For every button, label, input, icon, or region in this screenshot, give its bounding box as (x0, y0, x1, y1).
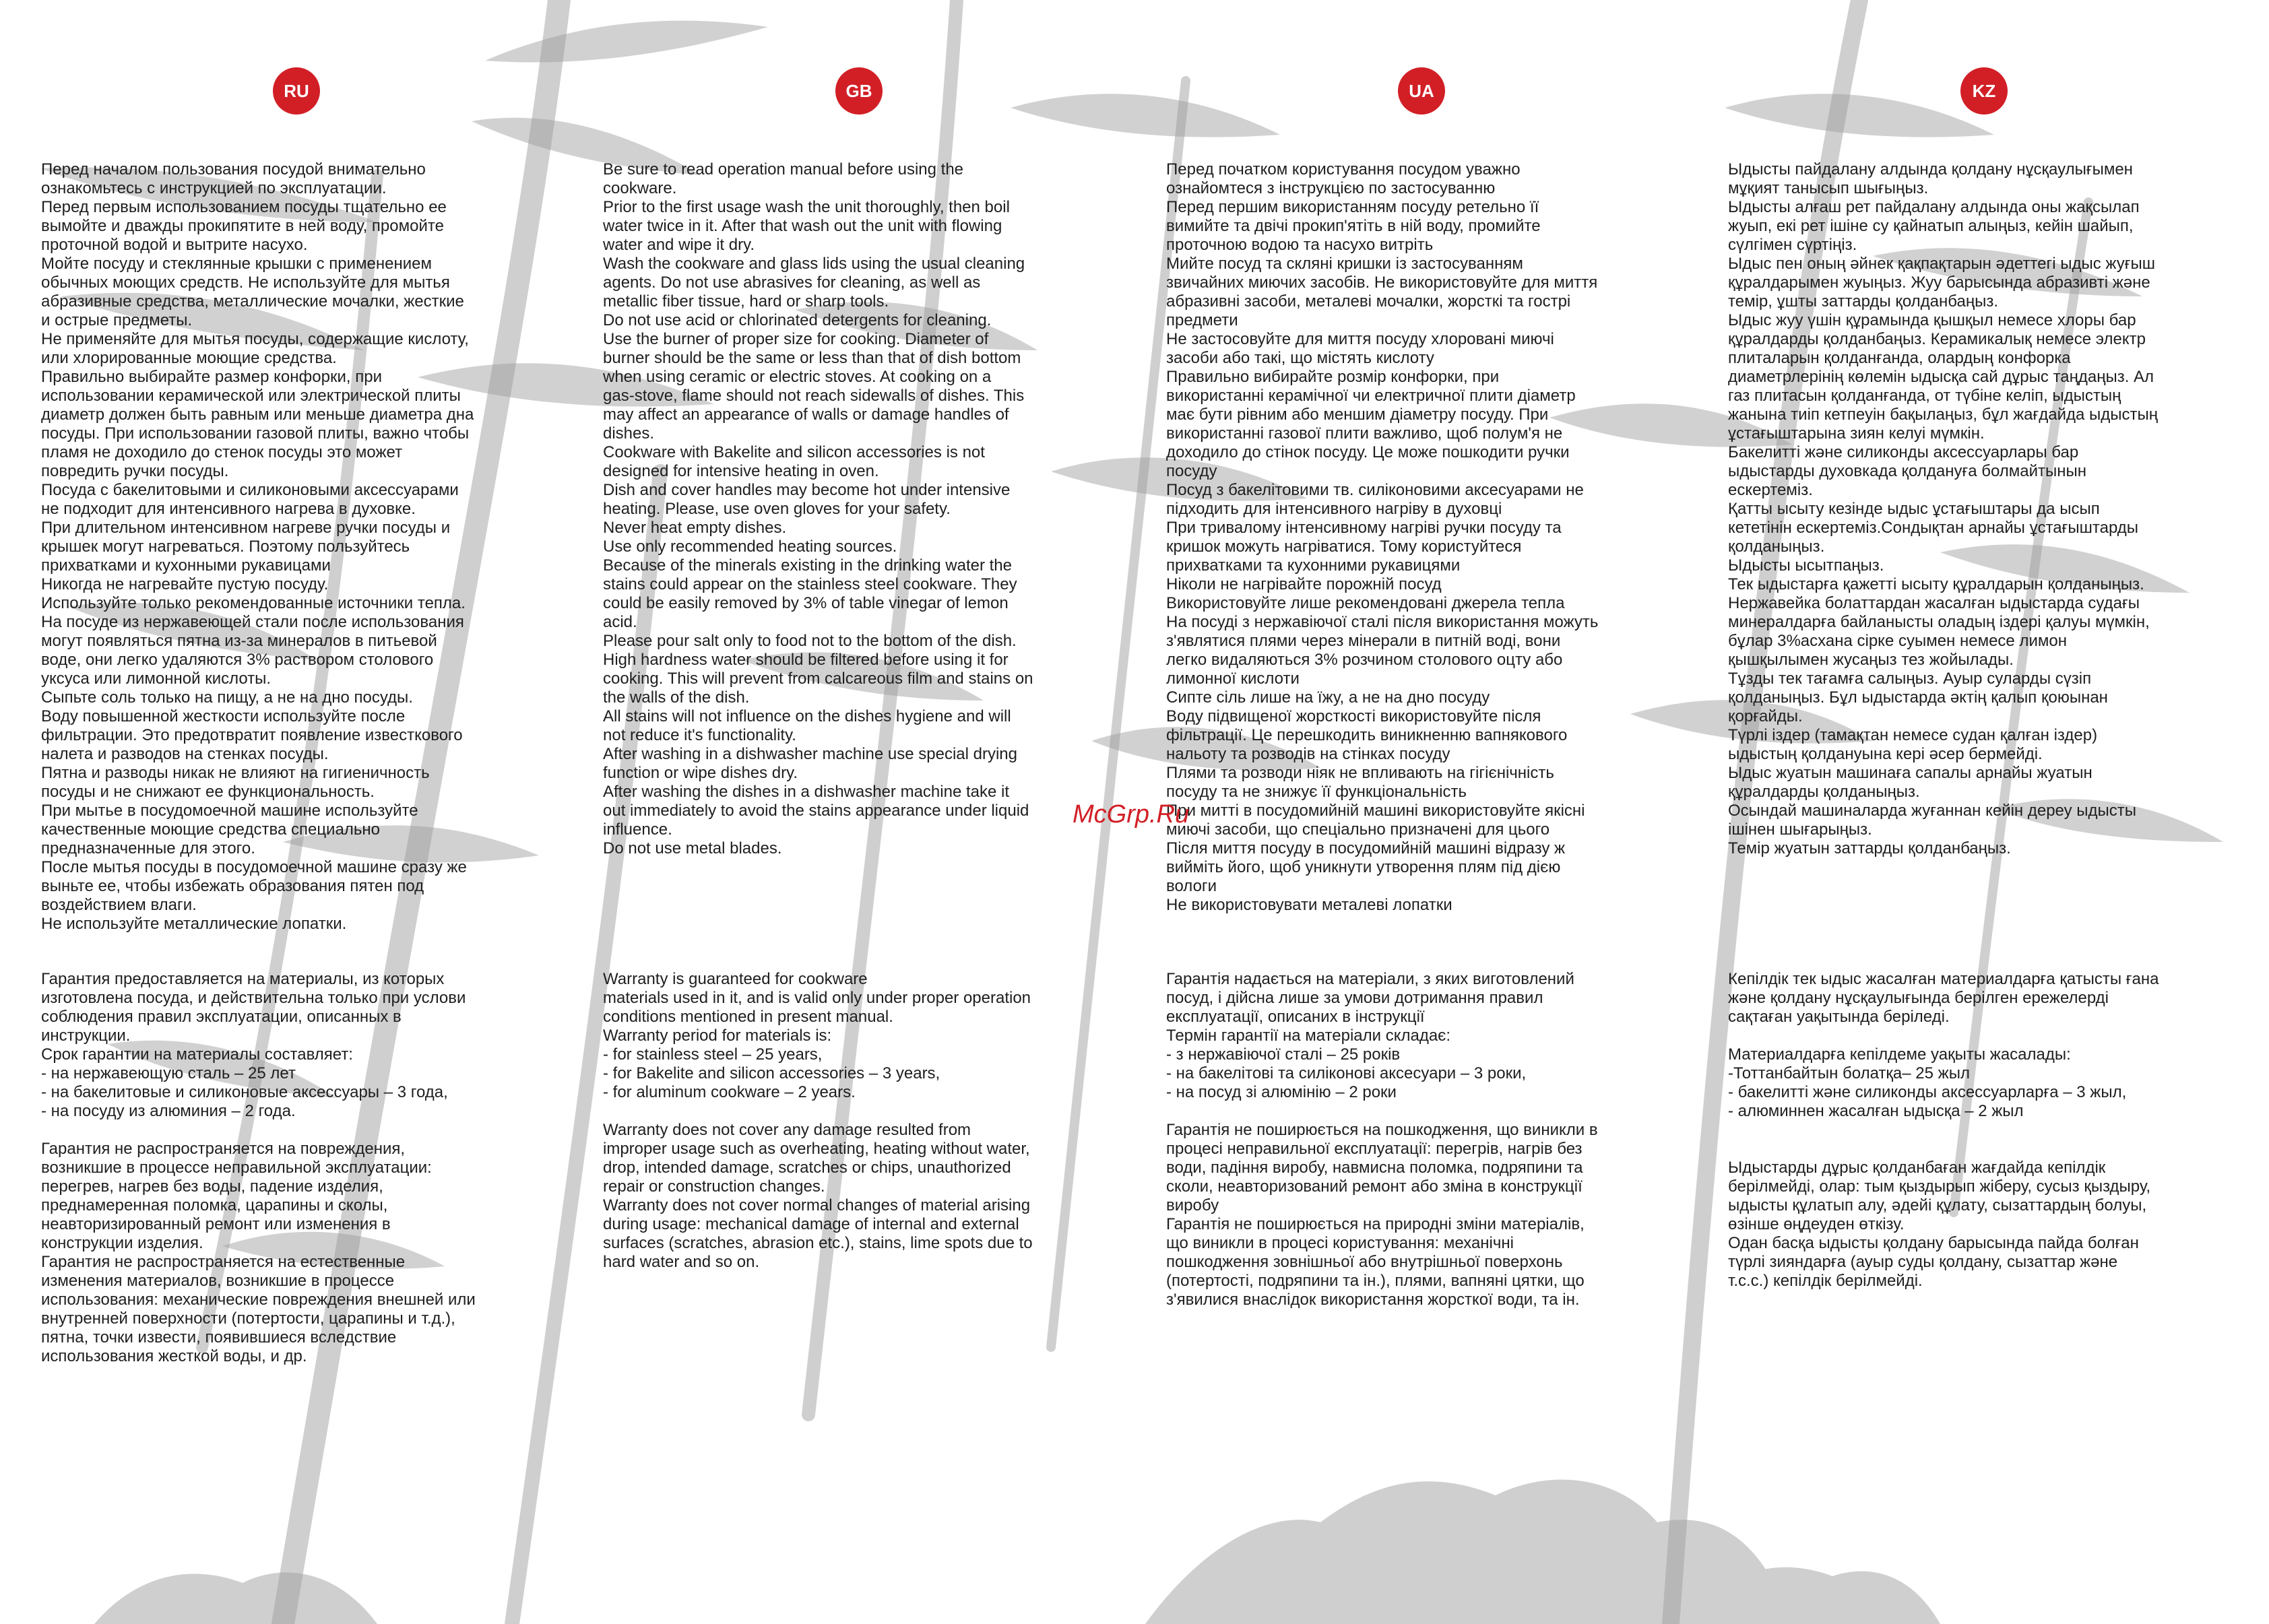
warranty-ru: Гарантия предоставляется на материалы, из которых изготовлена посуда, и действительна только при услови соблюдения правил эксплуатации, описанных в инструкции. Срок гарантии на материалы составляет: - на нержавеющую сталь – 25 лет - на бакелитовые и силиконовые аксессуары – 3 года, - на посуду из алюминия – 2 года. Гарантия не распространяется на повреждения, возникшие в процессе неправильной эксплуатации: перегрев, нагрев без воды, падение изделия, преднамеренная поломка, царапины и сколы, неавторизированный ремонт или изменения в конструкции изделия. Гарантия не распространяется на естественные изменения материалов, возникшие в процессе использования: механические повреждения внешней или внутренней поверхности (потертости, царапины и т.д.), пятна, точки извести, появившиеся вследствие использования жесткой воды, и др. (41, 970, 476, 1365)
language-badge-kz: KZ (1960, 67, 2008, 115)
warranty-kz: Кепілдік тек ыдыс жасалған материалдарға қатысты ғана және қолдану нұсқаулығында берілген ережелерді сақтаған уақытында беріледі. Материалдарға кепілдеме уақыты жасалады: -Тоттанбайтын болатқа– 25 жыл - бакелитті және силиконды аксессуарларға – 3 жыл, - алюминнен жасалған ыдысқа – 2 жыл Ыдыстарды дұрыс қолданбаған жағдайда кепілдік берілмейді, олар: тым қыздырып жіберу, сусыз қыздыру, ыдысты құлатып алу, әдейі құлату, сызаттардың болуы, өзінше өңдеуден өткізу. Одан басқа ыдысты қолдану барысында пайда болған түрлі зияндарға (ауыр суды қолдану, сызаттар және т.с.с.) кепілдік берілмейді. (1728, 970, 2159, 1290)
warranty-ua: Гарантія надається на матеріали, з яких виготовлений посуд, і дійсна лише за умови дотримання правил експлуатації, описаних в інструкції Термін гарантії на матеріали складає: - з нержавіючої сталі – 25 років - на бакелітові та силіконові аксесуари – 3 роки, - на посуд зі алюмінію – 2 роки Гарантія не поширюється на пошкодження, що виникли в процесі неправильної експлуатації: перегрів, нагрів без води, падіння виробу, навмисна поломка, подряпини та сколи, неавторизований ремонт або зміна в конструкції виробу Гарантія не поширюється на природні зміни матеріалів, що виникли в процесі користування: механічні пошкодження зовнішньої або внутрішньої поверхонь (потертості, подряпини та ін.), плями, вапняні цятки, що з'явилися внаслідок використання жорсткої води, та ін. (1166, 970, 1598, 1309)
column-kz (1728, 160, 2260, 1290)
column-ua (1166, 160, 1698, 1309)
language-badge-ua: UA (1398, 67, 1445, 115)
language-badge-ru: RU (273, 67, 320, 115)
instructions-kz: Ыдысты пайдалану алдында қолдану нұсқаулығымен мұқият танысып шығыңыз. Ыдысты алғаш рет пайдалану алдында оны жақсылап жуып, екі рет ішіне су қайнатып алыңыз, кейін шайып, сүлгімен сүртіңіз. Ыдыс пен оның әйнек қақпақтарын әдеттегі ыдыс жуғыш құралдарымен жуыңыз. Жуу барысында абразивті және темір, ұшты заттарды қолданбаңыз. Ыдыс жуу үшін құрамында қышқыл немесе хлоры бар құралдарды қолданбаңыз. Керамикалық немесе электр плиталарын қолданғанда, олардың конфорка диаметрлерінің көлемін ыдысқа сай дұрыс таңдаңыз. Ал газ плитасын қолданғанда, от түбіне келіп, ыдыстың жанына тиіп кетпеуін бақылаңыз, бұл жағдайда ыдыстың ұстағыштарына зиян келуі мүмкін. Бакелитті және силиконды аксессуарлары бар ыдыстарды духовкада қолдануға болмайтынын ескертеміз. Қатты ысыту кезінде ыдыс ұстағыштары да ысып кететінін ескертеміз.Сондықтан арнайы ұстағыштарды қолданыңыз. Ыдысты ысытпаңыз. Тек ыдыстарға қажетті ысыту құралдарын қолданыңыз. Нержавейка болаттардан жасалған ыдыстарда судағы минералдарға байланысты оладың іздері қалуы мүмкін, бұлар 3%асхана сірке суымен немесе лимон қышқылымен жусаңыз тез жойылады. Тұзды тек тағамға салыңыз. Ауыр суларды сүзіп қолданыңыз. Бұл ыдыстарда әктің қалып қоюынан қорғайды. Түрлі іздер (тамақтан немесе судан қалған іздер) ыдыстың қолдануына кері әсер бермейді. Ыдыс жуатын машинаға сапалы арнайы жуатын құралдарды қолданыңыз. Осындай машиналарда жуғаннан кейін дереу ыдысты ішінен шығарыңыз. Темір жуатын заттарды қолданбаңыз. (1728, 160, 2159, 857)
column-gb (603, 160, 1135, 1271)
warranty-gb: Warranty is guaranteed for cookware materials used in it, and is valid only under proper operation conditions mentioned in present manual. Warranty period for materials is: - for stainless steel – 25 years, - for Bakelite and silicon accessories – 3 years, - for aluminum cookware – 2 years. Warranty does not cover any damage resulted from improper usage such as overheating, heating without water, drop, intended damage, scratches or chips, unauthorized repair or construction changes. Warranty does not cover normal changes of material arising during usage: mechanical damage of internal and external surfaces (scratches, abrasion etc.), stains, lime spots due to hard water and so on. (603, 970, 1033, 1271)
column-ru (41, 160, 573, 1365)
instructions-ru: Перед началом пользования посудой внимательно ознакомьтесь с инструкцией по эксплуатации. Перед первым использованием посуды тщательно ее вымойте и дважды прокипятите в ней воду, промойте проточной водой и вытрите насухо. Мойте посуду и стеклянные крышки с применением обычных моющих средств. Не используйте для мытья абразивные средства, металлические мочалки, жесткие и острые предметы. Не применяйте для мытья посуды, содержащие кислоту, или хлорированные моющие средства. Правильно выбирайте размер конфорки, при использовании керамической или электрической плиты диаметр должен быть равным или меньше диаметра дна посуды. При использовании газовой плиты, важно чтобы пламя не доходило до стенок посуды это может повредить ручки посуды. Посуда с бакелитовыми и силиконовыми аксессуарами не подходит для интенсивного нагрева в духовке. При длительном интенсивном нагреве ручки посуды и крышек могут нагреваться. Поэтому пользуйтесь прихватками и кухонными рукавицами Никогда не нагревайте пустую посуду. Используйте только рекомендованные источники тепла. На посуде из нержавеющей стали после использования могут появляться пятна из-за минералов в питьевой воде, они легко удаляются 3% раствором столового уксуса или лимонной кислоты. Сыпьте соль только на пищу, а не на дно посуды. Воду повышенной жесткости используйте после фильтрации. Это предотвратит появление известкового налета и разводов на стенках посуды. Пятна и разводы никак не влияют на гигиеничность посуды и не снижают ее функциональность. При мытье в посудомоечной машине используйте качественные моющие средства специально предназначенные для этого. После мытья посуды в посудомоечной машине сразу же выньте ее, чтобы избежать образования пятен под воздействием влаги. Не используйте металлические лопатки. (41, 160, 474, 933)
instructions-gb: Be sure to read operation manual before using the cookware. Prior to the first usage wash the unit thoroughly, then boil water twice in it. After that wash out the unit with flowing water and wipe it dry. Wash the cookware and glass lids using the usual cleaning agents. Do not use abrasives for cleaning, as well as metallic fiber tissue, hard or sharp tools. Do not use acid or chlorinated detergents for cleaning. Use the burner of proper size for cooking. Diameter of burner should be the same or less than that of dish bottom when using ceramic or electric stoves. At cooking on a gas-stove, flame should not reach sidewalls of dishes. This may affect an appearance of walls or damage handles of dishes. Cookware with Bakelite and silicon accessories is not designed for intensive heating in oven. Dish and cover handles may become hot under intensive heating. Please, use oven gloves for your safety. Never heat empty dishes. Use only recommended heating sources. Because of the minerals existing in the drinking water the stains could appear on the stainless steel cookware. They could be easily removed by 3% of table vinegar of lemon acid. Please pour salt only to food not to the bottom of the dish. High hardness water should be filtered before using it for cooking. This will prevent from calcareous film and stains on the walls of the dish. All stains will not influence on the dishes hygiene and will not reduce it's functionality. After washing in a dishwasher machine use special drying function or wipe dishes dry. After washing the dishes in a dishwasher machine take it out immediately to avoid the stains appearance under liquid influence. Do not use metal blades. (603, 160, 1033, 857)
language-badge-gb: GB (835, 67, 883, 115)
instructions-ua: Перед початком користування посудом уважно ознайомтеся з інструкцією по застосуванню Перед першим використанням посуду ретельно її вимийте та двічі прокип'ятіть в ній воду, промийте проточною водою та насухо витріть Мийте посуд та скляні кришки із застосуванням звичайних миючих засобів. Не використовуйте для миття абразивні засоби, металеві мочалки, жорсткі та гострі предмети Не застосовуйте для миття посуду хлоровані миючі засоби або такі, що містять кислоту Правильно вибирайте розмір конфорки, при використанні керамічної чи електричної плити діаметр має бути рівним або меншим діаметру посуду. При використанні газової плити важливо, щоб полум'я не доходило до стінок посуду. Це може пошкодити ручки посуду Посуд з бакелітовими тв. силіконовими аксесуарами не підходить для інтенсивного нагріву в духовці При тривалому інтенсивному нагріві ручки посуду та кришок можуть нагріватися. Тому користуйтеся прихватками та кухонними рукавицями Ніколи не нагрівайте порожній посуд Використовуйте лише рекомендовані джерела тепла На посуді з нержавіючої сталі після використання можуть з'являтися плями через мінерали в питній воді, вони легко видаляються 3% розчином столового оцту або лимонної кислоти Сипте сіль лише на їжу, а не на дно посуду Воду підвищеної жорсткості використовуйте після фільтрації. Це перешкодить виникненню вапнякового нальоту та розводів на стінках посуду Плями та розводи ніяк не впливають на гігієнічність посуду та не знижує її функціональність При митті в посудомийній машині використовуйте якісні миючі засоби, що спеціально призначені для цього Після миття посуду в посудомийній машині відразу ж вийміть його, щоб уникнути утворення плям під дією вологи Не використовувати металеві лопатки (1166, 160, 1599, 914)
watermark: McGrp.Ru (1073, 800, 1190, 829)
